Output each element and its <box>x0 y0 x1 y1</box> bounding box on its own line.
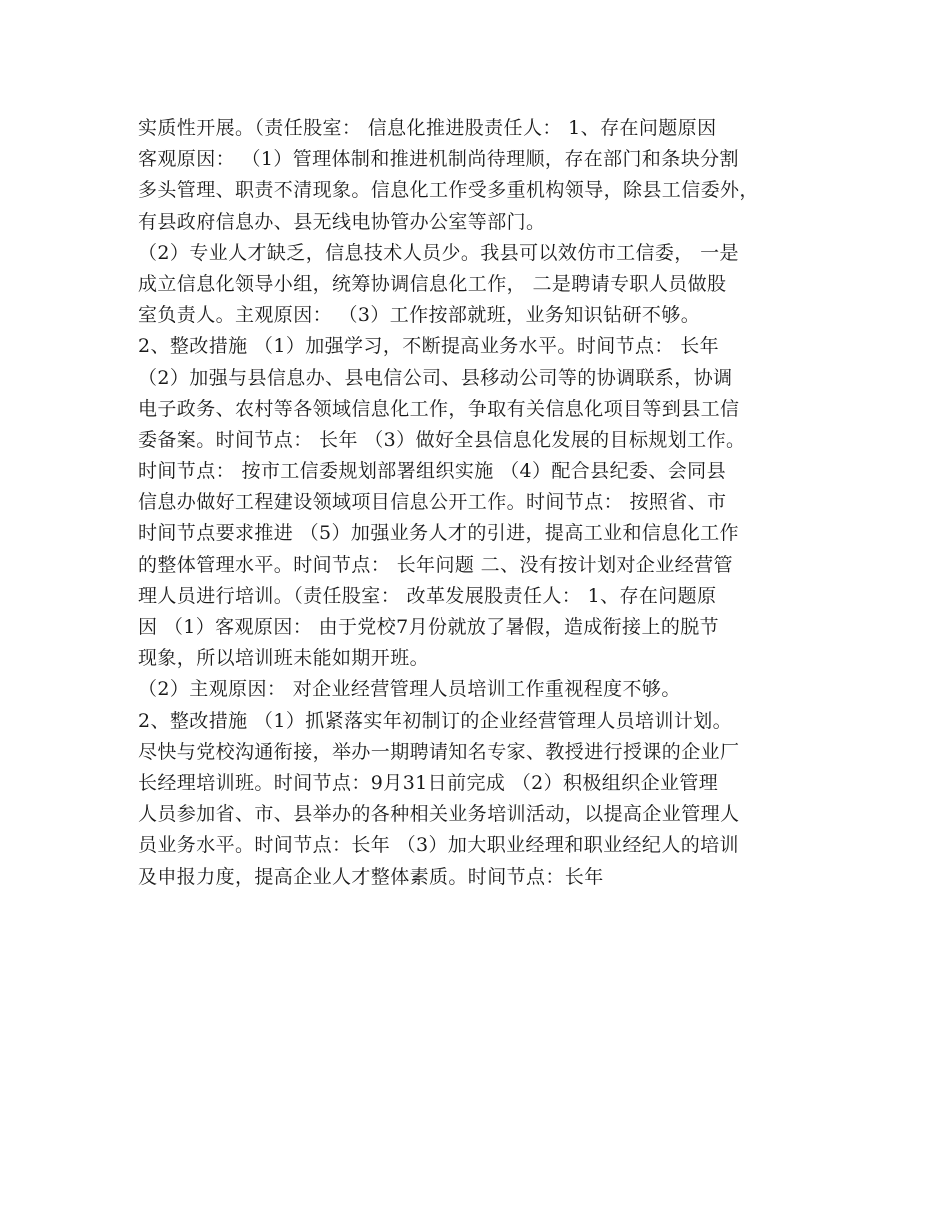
text-line: 理人员进行培训。（责任股室： 改革发展股责任人： 1、存在问题原 <box>138 584 717 607</box>
text-line: 及申报力度，提高企业人才整体素质。时间节点：长年 <box>138 865 604 888</box>
text-line: 室负责人。主观原因： （3）工作按部就班，业务知识钻研不够。 <box>138 304 701 327</box>
text-line: 员业务水平。时间节点：长年 （3）加大职业经理和职业经纪人的培训 <box>138 834 739 857</box>
text-line: 电子政务、农村等各领域信息化工作，争取有关信息化项目等到县工信 <box>138 397 740 420</box>
text-line: （2）加强与县信息办、县电信公司、县移动公司等的协调联系，协调 <box>138 366 733 389</box>
text-line: 因 （1）客观原因： 由于党校7月份就放了暑假，造成衔接上的脱节 <box>138 616 720 638</box>
text-line: 时间节点： 按市工信委规划部署组织实施 （4）配合县纪委、会同县 <box>138 460 726 483</box>
text-line: 人员参加省、市、县举办的各种相关业务培训活动，以提高企业管理人 <box>138 803 740 826</box>
text-line: （2）主观原因： 对企业经营管理人员培训工作重视程度不够。 <box>138 678 681 701</box>
text-line: 成立信息化领导小组，统筹协调信息化工作， 二是聘请专职人员做股 <box>138 272 727 295</box>
document-body <box>138 113 828 893</box>
text-line: （2）专业人才缺乏，信息技术人员少。我县可以效仿市工信委， 一是 <box>138 241 739 264</box>
text-line: 长经理培训班。时间节点：9月31日前完成 （2）积极组织企业管理 <box>138 771 719 794</box>
text-line: 有县政府信息办、县无线电协管办公室等部门。 <box>138 210 546 233</box>
text-line: 信息办做好工程建设领域项目信息公开工作。时间节点： 按照省、市 <box>138 491 727 514</box>
text-line: 现象，所以培训班未能如期开班。 <box>138 647 430 670</box>
text-line: 2、整改措施 （1）加强学习，不断提高业务水平。时间节点： 长年 <box>138 335 720 358</box>
text-line: 委备案。时间节点： 长年 （3）做好全县信息化发展的目标规划工作。 <box>138 428 746 451</box>
text-line: 多头管理、职责不清现象。信息化工作受多重机构领导，除县工信委外， <box>138 179 759 202</box>
text-line: 的整体管理水平。时间节点： 长年问题 二、没有按计划对企业经营管 <box>138 553 733 576</box>
text-line: 客观原因： （1）管理体制和推进机制尚待理顺，存在部门和条块分割 <box>138 148 739 171</box>
text-line: 2、整改措施 （1）抓紧落实年初制订的企业经营管理人员培训计划。 <box>138 709 733 732</box>
text-line: 尽快与党校沟通衔接，举办一期聘请知名专家、教授进行授课的企业厂 <box>138 740 740 763</box>
text-line: 时间节点要求推进 （5）加强业务人才的引进，提高工业和信息化工作 <box>138 522 739 545</box>
text-line: 实质性开展。（责任股室： 信息化推进股责任人： 1、存在问题原因 <box>138 117 717 139</box>
